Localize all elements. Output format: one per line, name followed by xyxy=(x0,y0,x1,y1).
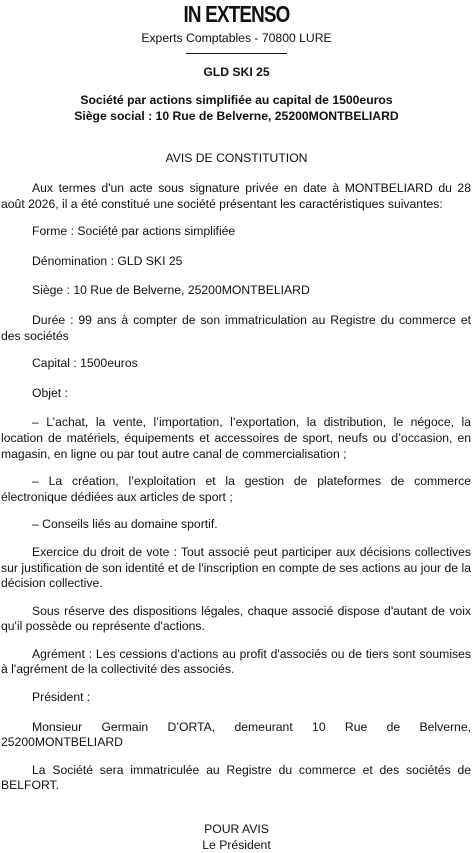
signoff-pour-avis: POUR AVIS xyxy=(204,822,269,836)
paragraph-president-name: Monsieur Germain D’ORTA, demeurant 10 Rue de Belverne, 25200MONTBELIARD xyxy=(1,719,471,750)
notice-body xyxy=(1,181,471,794)
paragraph-denomination: Dénomination : GLD SKI 25 xyxy=(32,253,183,268)
paragraph-objet-item-1: – L’achat, la vente, l’importation, l’exportation, la distribution, le négoce, la location de matériels, équipements et accessoires de sport, neufs ou d’occasion, en magasin, en ligne ou par tout autre canal de commercialisation ; xyxy=(1,415,471,461)
paragraph-agrement: Agrément : Les cessions d'actions au profit d'associés ou de tiers sont soumises à l'agrément de la collectivité des associés. xyxy=(1,646,471,677)
header-divider xyxy=(186,53,287,54)
paragraph-objet-item-3: – Conseils liés au domaine sportif. xyxy=(32,517,218,532)
paragraph-intro: Aux termes d'un acte sous signature privée en date à MONTBELIARD du 28 août 2026, il a été constitué une société présentant les caractéristiques suivantes: xyxy=(1,181,471,211)
paragraph-capital: Capital : 1500euros xyxy=(32,356,138,371)
signoff-signatory: Le Président xyxy=(202,837,271,852)
publisher-title: IN EXTENSO xyxy=(183,1,290,27)
company-info xyxy=(0,93,473,124)
company-head-office: Siège social : 10 Rue de Belverne, 25200MONTBELIARD xyxy=(74,108,399,123)
paragraph-duree: Durée : 99 ans à compter de son immatriculation au Registre du commerce et des sociétés xyxy=(1,312,471,343)
paragraph-droit-de-vote: Exercice du droit de vote : Tout associé peut participer aux décisions collectives sur justification de son identité et de l'inscription en compte de ses actions au jour de la décision collective. xyxy=(1,544,471,591)
notice-title: AVIS DE CONSTITUTION xyxy=(165,151,308,165)
paragraph-siege: Siège : 10 Rue de Belverne, 25200MONTBELIARD xyxy=(32,283,310,298)
paragraph-immatriculation: La Société sera immatriculée au Registre du commerce et des sociétés de BELFORT. xyxy=(1,762,471,793)
signoff xyxy=(0,822,473,853)
paragraph-objet-item-2: – La création, l’exploitation et la gestion de plateformes de commerce électronique dédiées aux articles de sport ; xyxy=(1,474,471,504)
paragraph-forme: Forme : Société par actions simplifiée xyxy=(32,224,236,239)
paragraph-objet: Objet : xyxy=(32,385,68,400)
paragraph-voix: Sous réserve des dispositions légales, chaque associé dispose d'autant de voix qu'il possède ou représente d'actions. xyxy=(1,603,471,634)
company-name: GLD SKI 25 xyxy=(203,65,270,79)
company-legal-form: Société par actions simplifiée au capital de 1500euros xyxy=(80,93,393,107)
publisher-subtitle: Experts Comptables - 70800 LURE xyxy=(141,31,332,45)
paragraph-president-label: Président : xyxy=(32,690,91,705)
